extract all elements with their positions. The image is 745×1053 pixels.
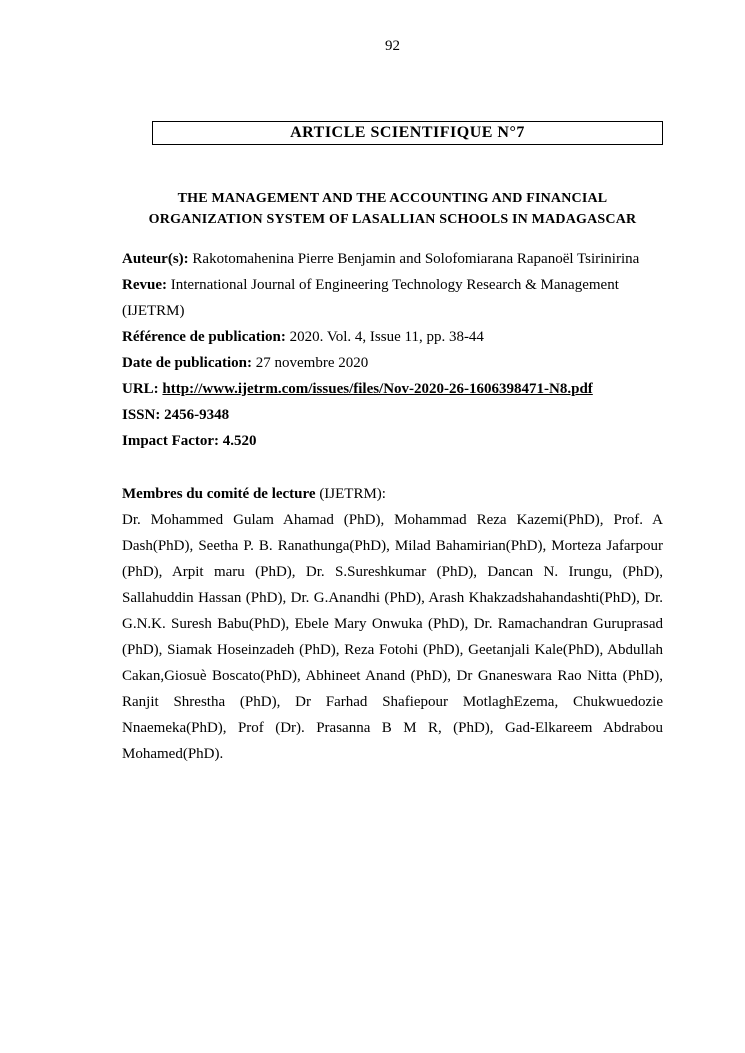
- meta-label-issn: ISSN:: [122, 407, 161, 423]
- meta-value-date: 27 novembre 2020: [255, 355, 369, 371]
- meta-value-impact-factor: 4.520: [222, 433, 257, 449]
- article-title: [102, 188, 683, 230]
- article-url-link[interactable]: http://www.ijetrm.com/issues/files/Nov-2020-26-1606398471-N8.pdf: [162, 381, 593, 397]
- meta-label-url: URL:: [122, 381, 159, 397]
- committee-members: Dr. Mohammed Gulam Ahamad (PhD), Mohammad Reza Kazemi(PhD), Prof. A Dash(PhD), Seetha P. B. Ranathunga(PhD), Milad Bahamirian(PhD), Morteza Jafarpour (PhD), Arpit maru (PhD), Dr. S.Sureshkumar (PhD), Dancan N. Irungu, (PhD), Sallahuddin Hassan (PhD), Dr. G.Anandhi (PhD), Arash Khakzadshahandashti(PhD), Dr. G.N.K. Suresh Babu(PhD), Ebele Mary Onwuka (PhD), Dr. Ramachandran Guruprasad (PhD), Siamak Hoseinzadeh (PhD), Reza Fotohi (PhD), Geetanjali Kale(PhD), Abdullah Cakan,Giosuè Boscato(PhD), Abhineet Anand (PhD), Dr Gnaneswara Rao Nitta (PhD), Ranjit Shrestha (PhD), Dr Farhad Shafiepour MotlaghEzema, Chukwuedozie Nnaemeka(PhD), Prof (Dr). Prasanna B M R, (PhD), Gad-Elkareem Abdrabou Mohamed(PhD).: [122, 512, 663, 762]
- article-banner: [152, 121, 663, 145]
- meta-label-impact-factor: Impact Factor:: [122, 433, 220, 449]
- meta-value-issn: 2456-9348: [164, 407, 230, 423]
- meta-row-url: [122, 376, 663, 402]
- metadata-block: [122, 246, 663, 454]
- article-banner-title: ARTICLE SCIENTIFIQUE N°7: [290, 124, 525, 141]
- committee-heading-rest: (IJETRM):: [319, 486, 386, 502]
- article-title-line2: ORGANIZATION SYSTEM OF LASALLIAN SCHOOLS IN MADAGASCAR: [148, 212, 637, 227]
- meta-row-reference: [122, 324, 663, 350]
- meta-row-impact-factor: [122, 428, 663, 454]
- committee-heading: [122, 481, 663, 507]
- meta-value-auteurs: Rakotomahenina Pierre Benjamin and Solofomiarana Rapanoël Tsirinirina: [192, 251, 640, 267]
- meta-label-auteurs: Auteur(s):: [122, 251, 189, 267]
- meta-row-auteurs: [122, 246, 663, 272]
- committee-heading-bold: Membres du comité de lecture: [122, 486, 316, 502]
- article-title-line1: THE MANAGEMENT AND THE ACCOUNTING AND FINANCIAL: [177, 191, 608, 206]
- page-number: 92: [385, 38, 400, 54]
- meta-value-revue: International Journal of Engineering Technology Research & Management (IJETRM): [122, 277, 619, 319]
- meta-label-revue: Revue:: [122, 277, 167, 293]
- meta-row-issn: [122, 402, 663, 428]
- meta-label-date: Date de publication:: [122, 355, 253, 371]
- meta-row-revue: [122, 272, 663, 324]
- committee-block: [122, 481, 663, 767]
- meta-label-reference: Référence de publication:: [122, 329, 286, 345]
- meta-row-date: [122, 350, 663, 376]
- meta-value-reference: 2020. Vol. 4, Issue 11, pp. 38-44: [289, 329, 484, 345]
